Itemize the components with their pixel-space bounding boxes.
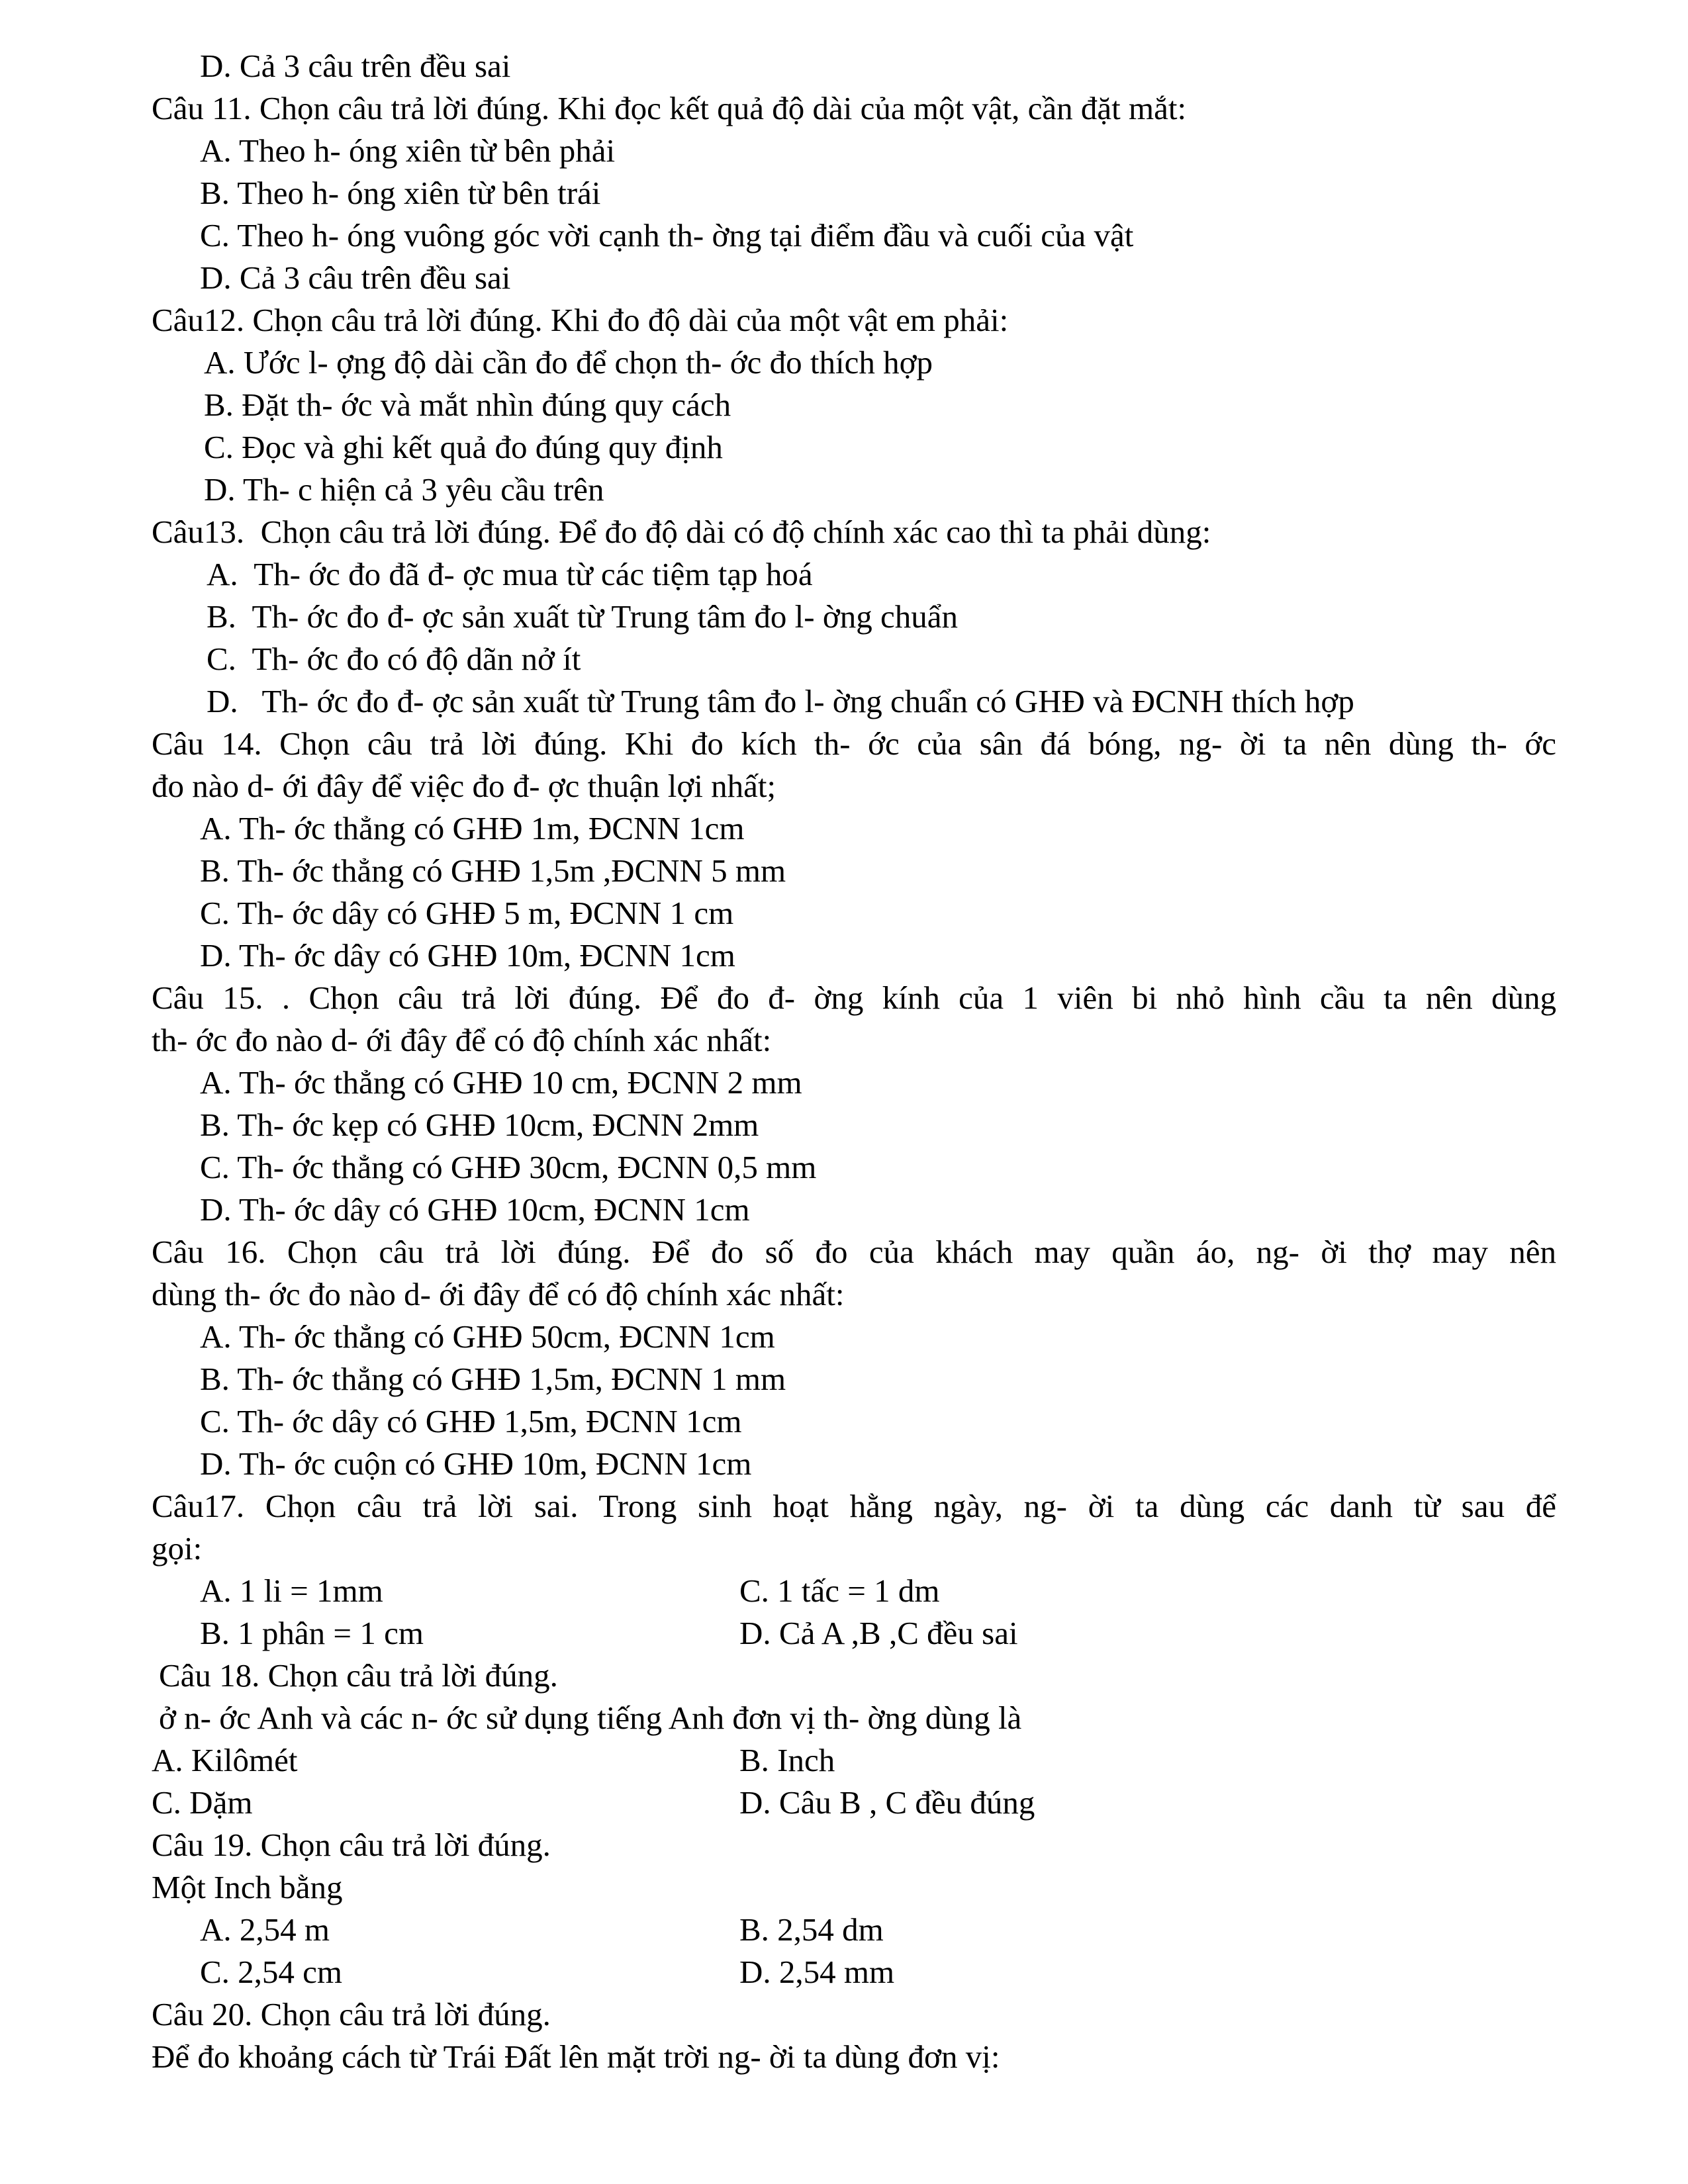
- answer-option: C. Th- ớc thẳng có GHĐ 30cm, ĐCNN 0,5 mm: [200, 1149, 817, 1185]
- answer-option-row: [152, 1570, 1556, 1612]
- question-stem: Câu 11. Chọn câu trả lời đúng. Khi đọc kết quả độ dài của một vật, cần đặt mắt:: [152, 90, 1187, 126]
- question-17: [152, 1485, 1556, 1655]
- answer-option: B. Th- ớc đo đ- ợc sản xuất từ Trung tâm đo l- ờng chuẩn: [207, 598, 958, 635]
- answer-option: B. 1 phân = 1 cm: [200, 1615, 424, 1651]
- question-15: [152, 977, 1556, 1231]
- answer-option: A. 1 li = 1mm: [200, 1572, 383, 1609]
- answer-option: B. Th- ớc thẳng có GHĐ 1,5m ,ĐCNN 5 mm: [200, 852, 786, 889]
- answer-option-row: [152, 1739, 1556, 1782]
- answer-option: D. Câu B , C đều đúng: [739, 1784, 1035, 1821]
- answer-option: B. Inch: [739, 1742, 835, 1778]
- question-18: [152, 1655, 1556, 1824]
- question-16: [152, 1231, 1556, 1485]
- option-line: D. Cả 3 câu trên đều sai: [200, 48, 511, 84]
- answer-option: A. Th- ớc thẳng có GHĐ 10 cm, ĐCNN 2 mm: [200, 1064, 802, 1101]
- question-stem-continued: dùng th- ớc đo nào d- ới đây để có độ chính xác nhất:: [152, 1276, 845, 1312]
- question-stem: Câu 19. Chọn câu trả lời đúng.: [152, 1827, 551, 1863]
- answer-option: D. Th- ớc dây có GHĐ 10cm, ĐCNN 1cm: [200, 1191, 750, 1228]
- answer-option: B. Theo h- óng xiên từ bên trái: [200, 175, 601, 211]
- answer-option: C. Đọc và ghi kết quả đo đúng quy định: [204, 429, 723, 465]
- answer-option: A. Kilômét: [152, 1742, 298, 1778]
- answer-option: B. Th- ớc kẹp có GHĐ 10cm, ĐCNN 2mm: [200, 1107, 759, 1143]
- answer-option: D. Cả A ,B ,C đều sai: [739, 1615, 1018, 1651]
- answer-option: D. Cả 3 câu trên đều sai: [200, 259, 511, 296]
- question-13: [152, 511, 1556, 723]
- answer-option: A. 2,54 m: [200, 1911, 330, 1948]
- answer-option: B. Đặt th- ớc và mắt nhìn đúng quy cách: [204, 387, 731, 423]
- answer-option-row: [152, 1612, 1556, 1655]
- question-stem-continued: th- ớc đo nào d- ới đây để có độ chính xác nhất:: [152, 1022, 772, 1058]
- quiz-document: [152, 45, 1556, 2078]
- question-stem: Câu 14. Chọn câu trả lời đúng. Khi đo kích th- ớc của sân đá bóng, ng- ời ta nên dùng th- ớc: [152, 725, 1556, 762]
- answer-option: C. Th- ớc dây có GHĐ 1,5m, ĐCNN 1cm: [200, 1403, 742, 1439]
- answer-option: A. Th- ớc thẳng có GHĐ 50cm, ĐCNN 1cm: [200, 1318, 775, 1355]
- question-11: [152, 87, 1556, 299]
- answer-option: C. Dặm: [152, 1784, 253, 1821]
- question-stem-continued: đo nào d- ới đây để việc đo đ- ợc thuận lợi nhất;: [152, 768, 776, 804]
- question-stem-continued: Một Inch bằng: [152, 1869, 343, 1905]
- answer-option: B. Th- ớc thẳng có GHĐ 1,5m, ĐCNN 1 mm: [200, 1361, 786, 1397]
- question-12: [152, 299, 1556, 511]
- question-stem: Câu 20. Chọn câu trả lời đúng.: [152, 1996, 551, 2032]
- question-stem: Câu 18. Chọn câu trả lời đúng.: [159, 1657, 558, 1694]
- question-stem: Câu13. Chọn câu trả lời đúng. Để đo độ dài có độ chính xác cao thì ta phải dùng:: [152, 514, 1211, 550]
- answer-option: A. Th- ớc đo đã đ- ợc mua từ các tiệm tạp hoá: [207, 556, 813, 592]
- question-stem-continued: ở n- ớc Anh và các n- ớc sử dụng tiếng Anh đơn vị th- ờng dùng là: [159, 1700, 1022, 1736]
- answer-option-row: [152, 1782, 1556, 1824]
- answer-option: D. Th- ớc đo đ- ợc sản xuất từ Trung tâm đo l- ờng chuẩn có GHĐ và ĐCNH thích hợp: [207, 683, 1354, 719]
- answer-option: C. 2,54 cm: [200, 1954, 343, 1990]
- question-14: [152, 723, 1556, 977]
- answer-option: D. 2,54 mm: [739, 1954, 895, 1990]
- question-19: [152, 1824, 1556, 1993]
- question-stem: Câu12. Chọn câu trả lời đúng. Khi đo độ dài của một vật em phải:: [152, 302, 1009, 338]
- answer-option: D. Th- c hiện cả 3 yêu cầu trên: [204, 471, 604, 508]
- answer-option: C. Th- ớc dây có GHĐ 5 m, ĐCNN 1 cm: [200, 895, 734, 931]
- answer-option: D. Th- ớc dây có GHĐ 10m, ĐCNN 1cm: [200, 937, 735, 974]
- question-stem: Câu 16. Chọn câu trả lời đúng. Để đo số đo của khách may quần áo, ng- ời thợ may nên: [152, 1234, 1556, 1270]
- answer-option: A. Theo h- óng xiên từ bên phải: [200, 132, 616, 169]
- answer-option: C. 1 tấc = 1 dm: [739, 1572, 940, 1609]
- question-stem: Câu 15. . Chọn câu trả lời đúng. Để đo đ- ờng kính của 1 viên bi nhỏ hình cầu ta nên dùng: [152, 979, 1556, 1016]
- answer-option-row: [152, 1909, 1556, 1951]
- answer-option: C. Theo h- óng vuông góc vời cạnh th- ờng tại điểm đầu và cuối của vật: [200, 217, 1134, 253]
- answer-option: C. Th- ớc đo có độ dãn nở ít: [207, 641, 581, 677]
- answer-option-row: [152, 1951, 1556, 1993]
- question-stem-continued: gọi:: [152, 1530, 203, 1567]
- answer-option: D. Th- ớc cuộn có GHĐ 10m, ĐCNN 1cm: [200, 1445, 752, 1482]
- answer-option: A. Th- ớc thẳng có GHĐ 1m, ĐCNN 1cm: [200, 810, 745, 846]
- question-stem: Câu17. Chọn câu trả lời sai. Trong sinh hoạt hằng ngày, ng- ời ta dùng các danh từ sau để: [152, 1488, 1556, 1524]
- question-20: [152, 1993, 1556, 2078]
- question-stem-continued: Để đo khoảng cách từ Trái Đất lên mặt trời ng- ời ta dùng đơn vị:: [152, 2038, 1000, 2075]
- answer-option: A. Ước l- ợng độ dài cần đo để chọn th- ớc đo thích hợp: [204, 344, 933, 381]
- answer-option: B. 2,54 dm: [739, 1911, 884, 1948]
